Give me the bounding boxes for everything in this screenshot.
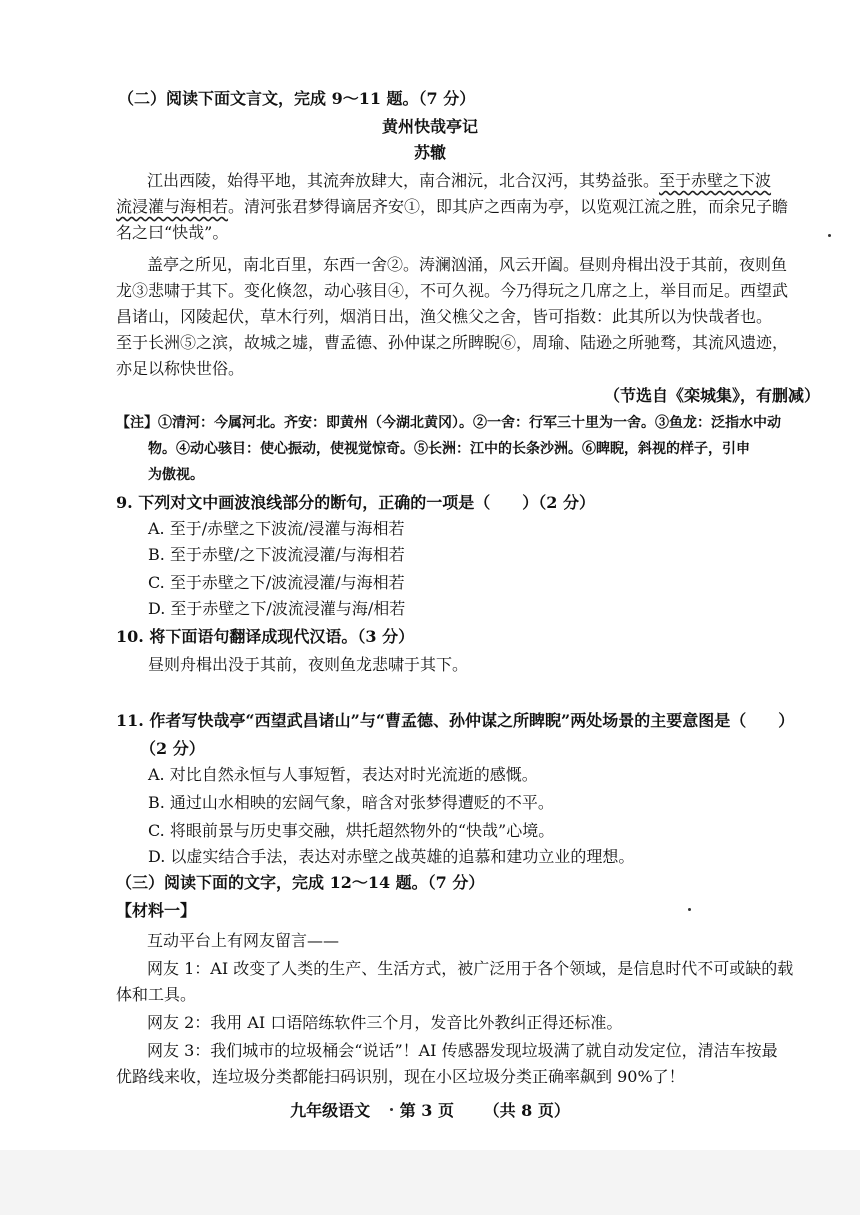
scan-speck: [390, 1108, 393, 1111]
footer-page-number: 第 3 页: [399, 1101, 454, 1120]
wavy-segment-b: 流浸灌与海相若: [116, 197, 229, 216]
p1-text-b: 。清河张君梦得谪居齐安①，即其庐之西南为亭，以览观江流之胜，而余兄子瞻: [228, 197, 789, 216]
material-intro: 互动平台上有网友留言——: [147, 931, 340, 950]
question-9-option-b: B. 至于赤壁/之下波流浸灌/与海相若: [148, 545, 405, 564]
comment-1-line-2: 体和工具。: [116, 985, 197, 1004]
passage-paragraph-2-line-2: 龙③悲啸于其下。变化倏忽，动心骇目④，不可久视。今乃得玩之几席之上，举目而足。西望武: [116, 281, 789, 300]
passage-paragraph-1-line-3: 名之曰“快哉”。: [116, 223, 229, 242]
scan-bottom-margin: [0, 1150, 860, 1215]
material-1-label: 【材料一】: [116, 901, 197, 920]
question-11-score: （2 分）: [140, 739, 205, 758]
question-9-option-d: D. 至于赤壁之下/波流浸灌与海/相若: [148, 599, 406, 618]
passage-paragraph-2-line-4: 至于长洲⑤之滨，故城之墟，曹孟德、孙仲谋之所睥睨⑥，周瑜、陆逊之所驰骛，其流风遗迹，: [116, 333, 789, 352]
notes-line-3: 为傲视。: [148, 467, 204, 483]
question-10-sentence: 昼则舟楫出没于其前，夜则鱼龙悲啸于其下。: [148, 655, 469, 674]
section-2-heading: （二）阅读下面文言文，完成 9～11 题。（7 分）: [118, 89, 476, 108]
question-9-option-c: C. 至于赤壁之下/波流浸灌/与海相若: [148, 573, 405, 592]
p1-text-a: 江出西陵，始得平地，其流奔放肆大，南合湘沅，北合汉沔，其势益张。: [147, 171, 660, 190]
wavy-segment-a: 至于赤壁之下波: [659, 171, 772, 190]
passage-title: 黄州快哉亭记: [381, 117, 478, 136]
section-3-heading: （三）阅读下面的文字，完成 12～14 题。（7 分）: [116, 873, 485, 892]
question-11: 11. 作者写快哉亭“西望武昌诸山”与“曹孟德、孙仲谋之所睥睨”两处场景的主要意图是（ ）: [116, 711, 795, 730]
question-9: 9. 下列对文中画波浪线部分的断句，正确的一项是（ ）（2 分）: [116, 493, 595, 512]
question-9-option-a: A. 至于/赤壁之下波流/浸灌与海相若: [148, 519, 405, 538]
question-11-option-c: C. 将眼前景与历史事交融，烘托超然物外的“快哉”心境。: [148, 821, 555, 840]
question-11-option-b: B. 通过山水相映的宏阔气象，暗含对张梦得遭贬的不平。: [148, 793, 554, 812]
scan-speck: [828, 234, 831, 237]
notes-line-1: 【注】①清河：今属河北。齐安：即黄州（今湖北黄冈）。②一舍：行军三十里为一舍。③鱼龙：泛指水中动: [116, 415, 781, 431]
comment-3-line-1: 网友 3：我们城市的垃圾桶会“说话”！AI 传感器发现垃圾满了就自动发定位，清洁车按最: [147, 1041, 778, 1060]
question-11-option-a: A. 对比自然永恒与人事短暂，表达对时光流逝的感慨。: [148, 765, 538, 784]
notes-line-2: 物。④动心骇目：使心振动，使视觉惊奇。⑤长洲：江中的长条沙洲。⑥睥睨，斜视的样子，引申: [148, 441, 750, 457]
question-10: 10. 将下面语句翻译成现代汉语。（3 分）: [116, 627, 415, 646]
scan-speck: [688, 908, 691, 911]
passage-author: 苏辙: [413, 143, 446, 162]
footer-total-pages: （共 8 页）: [483, 1101, 570, 1120]
comment-2: 网友 2：我用 AI 口语陪练软件三个月，发音比外教纠正得还标准。: [147, 1013, 623, 1032]
passage-source: （节选自《栾城集》，有删减）: [604, 386, 821, 405]
footer-grade: 九年级语文: [290, 1101, 371, 1120]
passage-paragraph-2-line-5: 亦足以称快世俗。: [116, 359, 245, 378]
passage-paragraph-2-line-3: 昌诸山，冈陵起伏，草木行列，烟消日出，渔父樵父之舍，皆可指数：此其所以为快哉者也。: [116, 307, 773, 326]
comment-1-line-1: 网友 1：AI 改变了人类的生产、生活方式，被广泛用于各个领域，是信息时代不可或缺的载: [147, 959, 794, 978]
page-footer: [0, 1098, 860, 1121]
passage-paragraph-1-line-2: [116, 196, 788, 218]
passage-paragraph-2-line-1: 盖亭之所见，南北百里，东西一舍②。涛澜汹涌，风云开阖。昼则舟楫出没于其前，夜则鱼: [147, 255, 788, 274]
question-11-option-d: D. 以虚实结合手法，表达对赤壁之战英雄的追慕和建功立业的理想。: [148, 847, 635, 866]
comment-3-line-2: 优路线来收，连垃圾分类都能扫码识别，现在小区垃圾分类正确率飙到 90%了！: [116, 1067, 685, 1086]
passage-paragraph-1: [147, 170, 771, 192]
